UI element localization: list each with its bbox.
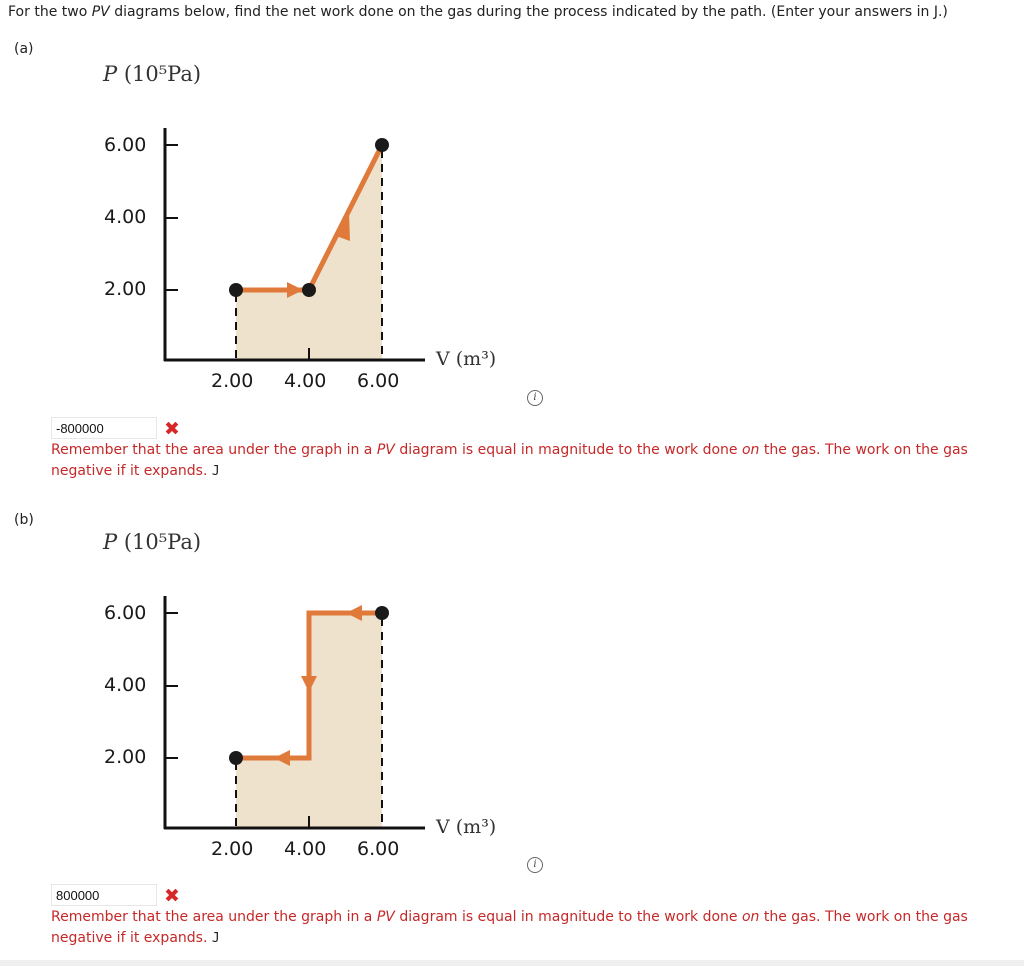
part-b-x-axis-label: V (m³) [436,816,497,838]
state-point [229,751,243,765]
info-icon[interactable]: i [527,390,543,406]
part-a-y-axis-label: P (10⁵Pa) [103,62,202,86]
question-prompt: For the two PV diagrams below, find the net work done on the gas during the process indicated by the path. (Enter your answers in J.) [8,4,948,20]
y-tick-label: 6.00 [104,134,147,156]
state-point [375,606,389,620]
incorrect-x-icon: ✖ [164,418,180,440]
x-tick-label: 4.00 [284,370,327,392]
part-b-y-axis-label: P (10⁵Pa) [103,530,202,554]
y-tick-label: 2.00 [104,278,147,300]
y-tick-label: 4.00 [104,206,147,228]
x-tick-label: 4.00 [284,838,327,860]
y-tick-label: 2.00 [104,746,147,768]
part-a-label: (a) [14,41,34,57]
part-a-pv-diagram [100,120,430,370]
y-tick-label: 6.00 [104,602,147,624]
x-tick-label: 6.00 [357,370,400,392]
part-a-feedback: Remember that the area under the graph in a PV diagram is equal in magnitude to the work done on the gas. The work on the gas negative if it expands. J [51,442,968,479]
info-icon[interactable]: i [527,857,543,873]
part-b-label: (b) [14,512,34,528]
path-arrow [336,212,350,241]
part-a-work-area [236,145,382,360]
x-tick-label: 2.00 [211,838,254,860]
y-tick-label: 4.00 [104,674,147,696]
unit-label: J [211,931,220,946]
x-tick-label: 2.00 [211,370,254,392]
part-b-feedback: Remember that the area under the graph in a PV diagram is equal in magnitude to the work done on the gas. The work on the gas negative if it expands. J [51,909,968,946]
part-b-answer-input[interactable] [51,884,157,906]
incorrect-x-icon: ✖ [164,885,180,907]
x-tick-label: 6.00 [357,838,400,860]
bottom-divider [0,960,1024,966]
unit-label: J [211,464,220,479]
part-a-answer-input[interactable] [51,417,157,439]
state-point [229,283,243,297]
state-point [375,138,389,152]
state-point [302,283,316,297]
part-a-x-axis-label: V (m³) [436,348,497,370]
part-b-pv-diagram [100,588,430,838]
